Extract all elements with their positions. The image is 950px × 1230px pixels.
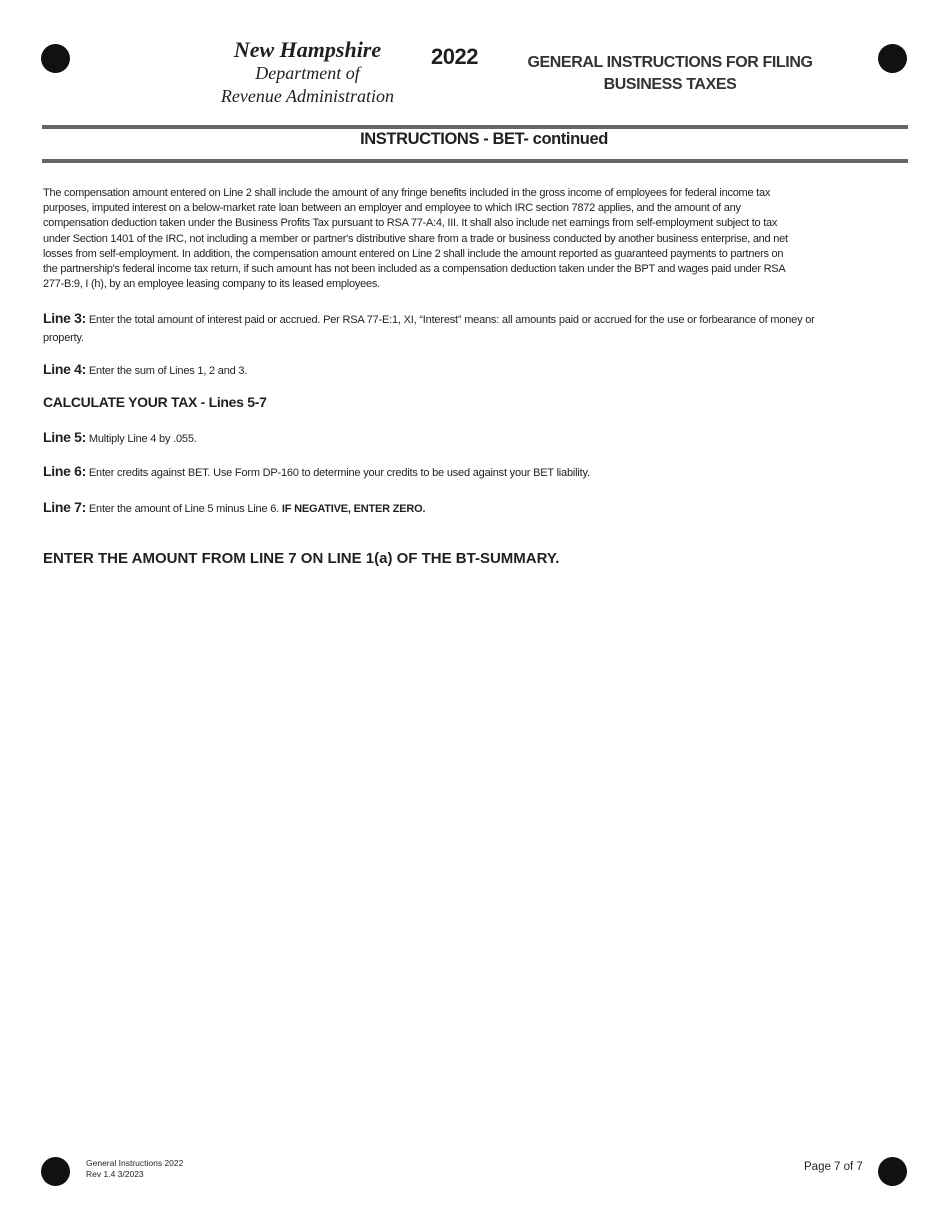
line-text: Enter the amount of Line 5 minus Line 6. <box>86 503 282 515</box>
line-label: Line 4: <box>43 361 87 377</box>
line-4-instruction <box>43 360 247 380</box>
title-line-1: GENERAL INSTRUCTIONS FOR FILING <box>527 54 813 71</box>
section-title: INSTRUCTIONS - BET- continued <box>360 130 608 148</box>
punch-hole-top-left <box>41 44 70 73</box>
line-emphasis: IF NEGATIVE, ENTER ZERO. <box>281 503 426 515</box>
agency-name <box>200 38 415 108</box>
line-text: Multiply Line 4 by .055. <box>86 433 197 445</box>
punch-hole-top-right <box>878 44 907 73</box>
line-text: Enter the total amount of interest paid or accrued. Per RSA 77-E:1, XI, “Interest” means: all amounts paid or accrued for the use or forbearance of money or <box>86 314 815 326</box>
state-name: New Hampshire <box>233 37 382 62</box>
line-7-instruction <box>43 498 425 518</box>
footer-info <box>86 1158 183 1180</box>
paragraph-line: losses from self-employment. In addition, the compensation amount entered on Line 2 shall include the amount reported as guaranteed payments to partners on <box>43 247 784 260</box>
page-number: Page 7 of 7 <box>804 1161 863 1173</box>
compensation-paragraph <box>43 186 788 292</box>
bottom-rule <box>42 159 908 163</box>
punch-hole-bottom-right <box>878 1157 907 1186</box>
line-label: Line 5: <box>43 429 87 445</box>
paragraph-line: The compensation amount entered on Line 2 shall include the amount of any fringe benefits included in the gross income of employees for federal income tax <box>43 187 771 199</box>
line-label: Line 7: <box>43 499 87 515</box>
final-instruction: ENTER THE AMOUNT FROM LINE 7 ON LINE 1(a) OF THE BT-SUMMARY. <box>43 550 560 567</box>
line-5-instruction <box>43 428 197 448</box>
paragraph-line: under Section 1401 of the IRC, not including a member or partner's distributive share from a trade or business conducted by another business enterprise, and net <box>43 232 788 245</box>
line-label: Line 6: <box>43 463 87 479</box>
line-6-instruction <box>43 462 590 482</box>
paragraph-line: the partnership's federal income tax return, if such amount has not been included as a compensation deduction taken under the BPT and wages paid under RSA <box>43 263 786 276</box>
tax-year: 2022 <box>431 44 478 69</box>
calculate-heading: CALCULATE YOUR TAX - Lines 5-7 <box>43 394 267 410</box>
title-line-2: BUSINESS TAXES <box>603 76 737 93</box>
punch-hole-bottom-left <box>41 1157 70 1186</box>
paragraph-line: 277-B:9, I (h), by an employee leasing company to its leased employees. <box>43 278 380 291</box>
dept-line-1: Department of <box>255 63 360 83</box>
paragraph-line: purposes, imputed interest on a below-market rate loan between an employer and employee to which IRC section 7872 applies, and the amount of any <box>43 202 741 215</box>
document-title <box>505 52 835 96</box>
dept-line-2: Revenue Administration <box>220 86 395 106</box>
paragraph-line: compensation deduction taken under the Business Profits Tax pursuant to RSA 77-A:4, III. It shall also include net earnings from self-employment subject to tax <box>43 217 778 230</box>
footer-revision: Rev 1.4 3/2023 <box>86 1169 144 1179</box>
line-text: Enter the sum of Lines 1, 2 and 3. <box>86 365 248 377</box>
line-text: property. <box>43 332 84 344</box>
footer-doc-name: General Instructions 2022 <box>86 1158 184 1168</box>
line-text: Enter credits against BET. Use Form DP-160 to determine your credits to be used against your BET liability. <box>86 467 590 479</box>
top-rule <box>42 125 908 129</box>
line-label: Line 3: <box>43 310 87 326</box>
line-3-instruction <box>43 309 815 347</box>
